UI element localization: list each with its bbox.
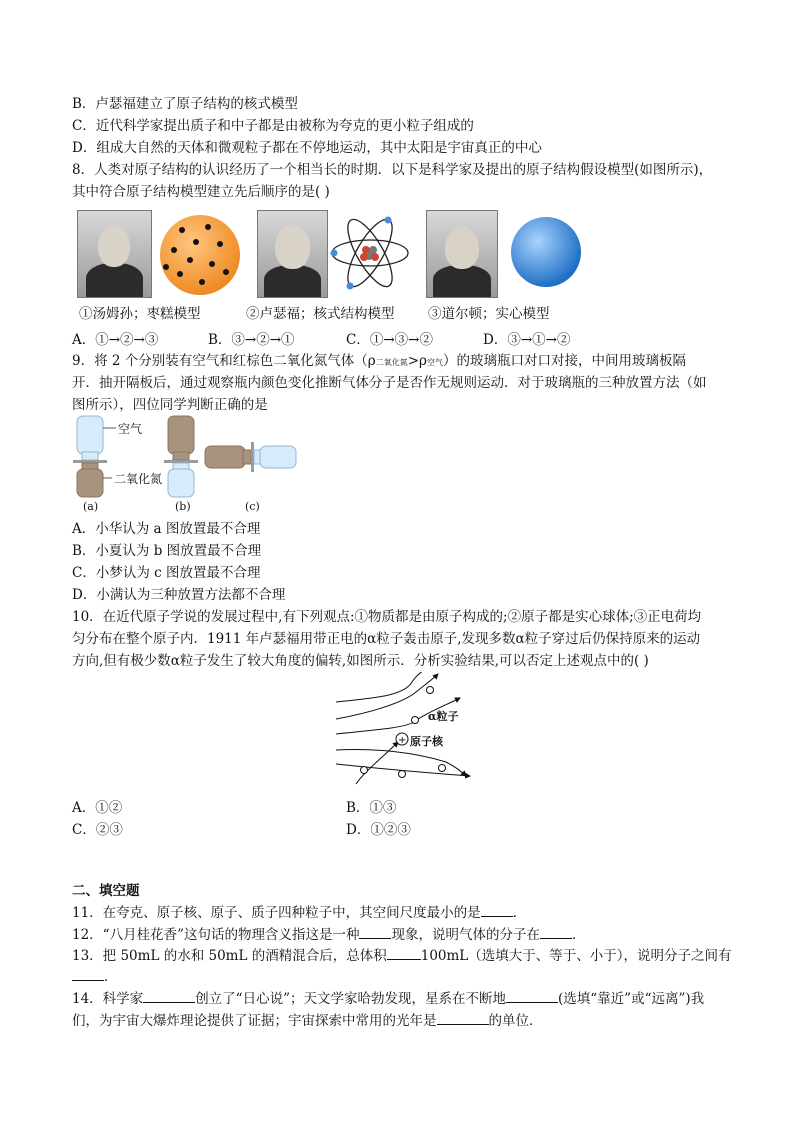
label-no2: 二氧化氮 [114,472,163,486]
label-nucleus: 原子核 [410,735,443,748]
q14: 14．科学家 创立了“日心说”；天文学家哈勃发现，星系在不断地 (选填“靠近”或“远离”)我 [72,988,704,1009]
q9-stem-line1: 9．将 2 个分别装有空气和红棕色二氧化氮气体（ρ二氧化氮>ρ空气）的玻璃瓶口对口对接，中间用玻璃板隔 [72,353,686,369]
section-title: 二、填空题 [72,883,140,899]
label-c: (c) [245,500,260,513]
q9-option-d: D．小满认为三种放置方法都不合理 [72,587,286,603]
answer-blank[interactable] [359,924,391,939]
svg-text:+: + [398,735,407,746]
q10-option-c: C．②③ [72,822,123,838]
answer-blank[interactable] [387,945,421,960]
answer-blank[interactable] [506,988,558,1003]
nuclear-model [328,210,412,296]
q8-stem-line2: 其中符合原子结构模型建立先后顺序的是( ) [72,184,330,200]
answer-blank[interactable] [540,924,572,939]
solid-sphere-model [508,212,584,292]
q8-option-c: C．①→③→② [346,332,433,348]
q13: 13．把 50mL 的水和 50mL 的酒精混合后，总体积 100mL（选填大于、等于、小于），说明分子之间有 [72,945,732,966]
q9-stem-line2: 开．抽开隔板后，通过观察瓶内颜色变化推断气体分子是否作无规则运动．对于玻璃瓶的三种放置方法（如 [72,375,707,391]
label-air: 空气 [118,422,143,436]
q9-option-a: A．小华认为 a 图放置最不合理 [72,521,261,537]
q9-stem-line3: 图所示），四位同学判断正确的是 [72,397,268,413]
q8-option-a: A．①→②→③ [72,332,159,348]
q8-option-b: B．③→②→① [208,332,295,348]
q10-stem-line1: 10．在近代原子学说的发展过程中,有下列观点:①物质都是由原子构成的;②原子都是实心球体;③正电荷均 [72,609,702,625]
q7-option-c: C．近代科学家提出质子和中子都是由被称为夸克的更小粒子组成的 [72,118,474,134]
q10-option-b: B．①③ [346,800,397,816]
answer-blank[interactable] [481,902,513,917]
q7-option-b: B．卢瑟福建立了原子结构的核式模型 [72,96,298,112]
label-a: (a) [83,500,99,513]
q8-stem-line1: 8．人类对原子结构的认识经历了一个相当长的时期．以下是科学家及提出的原子结构假设模型(如图所示)， [72,162,713,178]
q8-caption-thomson: ①汤姆孙；枣糕模型 [79,306,201,322]
q9-option-c: C．小梦认为 c 图放置最不合理 [72,565,261,581]
q12: 12．“八月桂花香”这句话的物理含义指这是一种 现象，说明气体的分子在 ． [72,924,585,945]
dalton-portrait [426,210,498,298]
answer-blank[interactable] [72,966,104,981]
q7-option-d: D．组成大自然的天体和微观粒子都在不停地运动，其中太阳是宇宙真正的中心 [72,140,542,156]
q13-cont: ． [72,966,118,987]
q8-caption-rutherford: ②卢瑟福；核式结构模型 [246,306,395,322]
q8-caption-dalton: ③道尔顿；实心模型 [428,306,550,322]
label-b: (b) [175,500,191,513]
rutherford-portrait [257,210,328,298]
plum-pudding-model [152,212,248,298]
q10-stem-line3: 方向,但有极少数α粒子发生了较大角度的偏转,如图所示．分析实验结果,可以否定上述观点中的( ) [72,653,649,669]
q14-cont: 们，为宇宙大爆炸理论提供了证据；宇宙探索中常用的光年是 的单位． [72,1010,543,1031]
q9-option-b: B．小夏认为 b 图放置最不合理 [72,543,262,559]
q10-stem-line2: 匀分布在整个原子内．1911 年卢瑟福用带正电的α粒子轰击原子,发现多数α粒子穿过后仍保持原来的运动 [72,631,701,647]
gas-bottles-figure [72,414,298,498]
answer-blank[interactable] [437,1010,489,1025]
thomson-portrait [77,210,152,298]
q8-option-d: D．③→①→② [483,332,571,348]
q10-option-d: D．①②③ [346,822,411,838]
alpha-scattering-diagram [334,672,474,792]
q11: 11．在夸克、原子核、原子、质子四种粒子中，其空间尺度最小的是 ． [72,902,526,923]
q10-option-a: A．①② [72,800,123,816]
label-alpha-particle: α粒子 [428,710,459,723]
answer-blank[interactable] [143,988,195,1003]
